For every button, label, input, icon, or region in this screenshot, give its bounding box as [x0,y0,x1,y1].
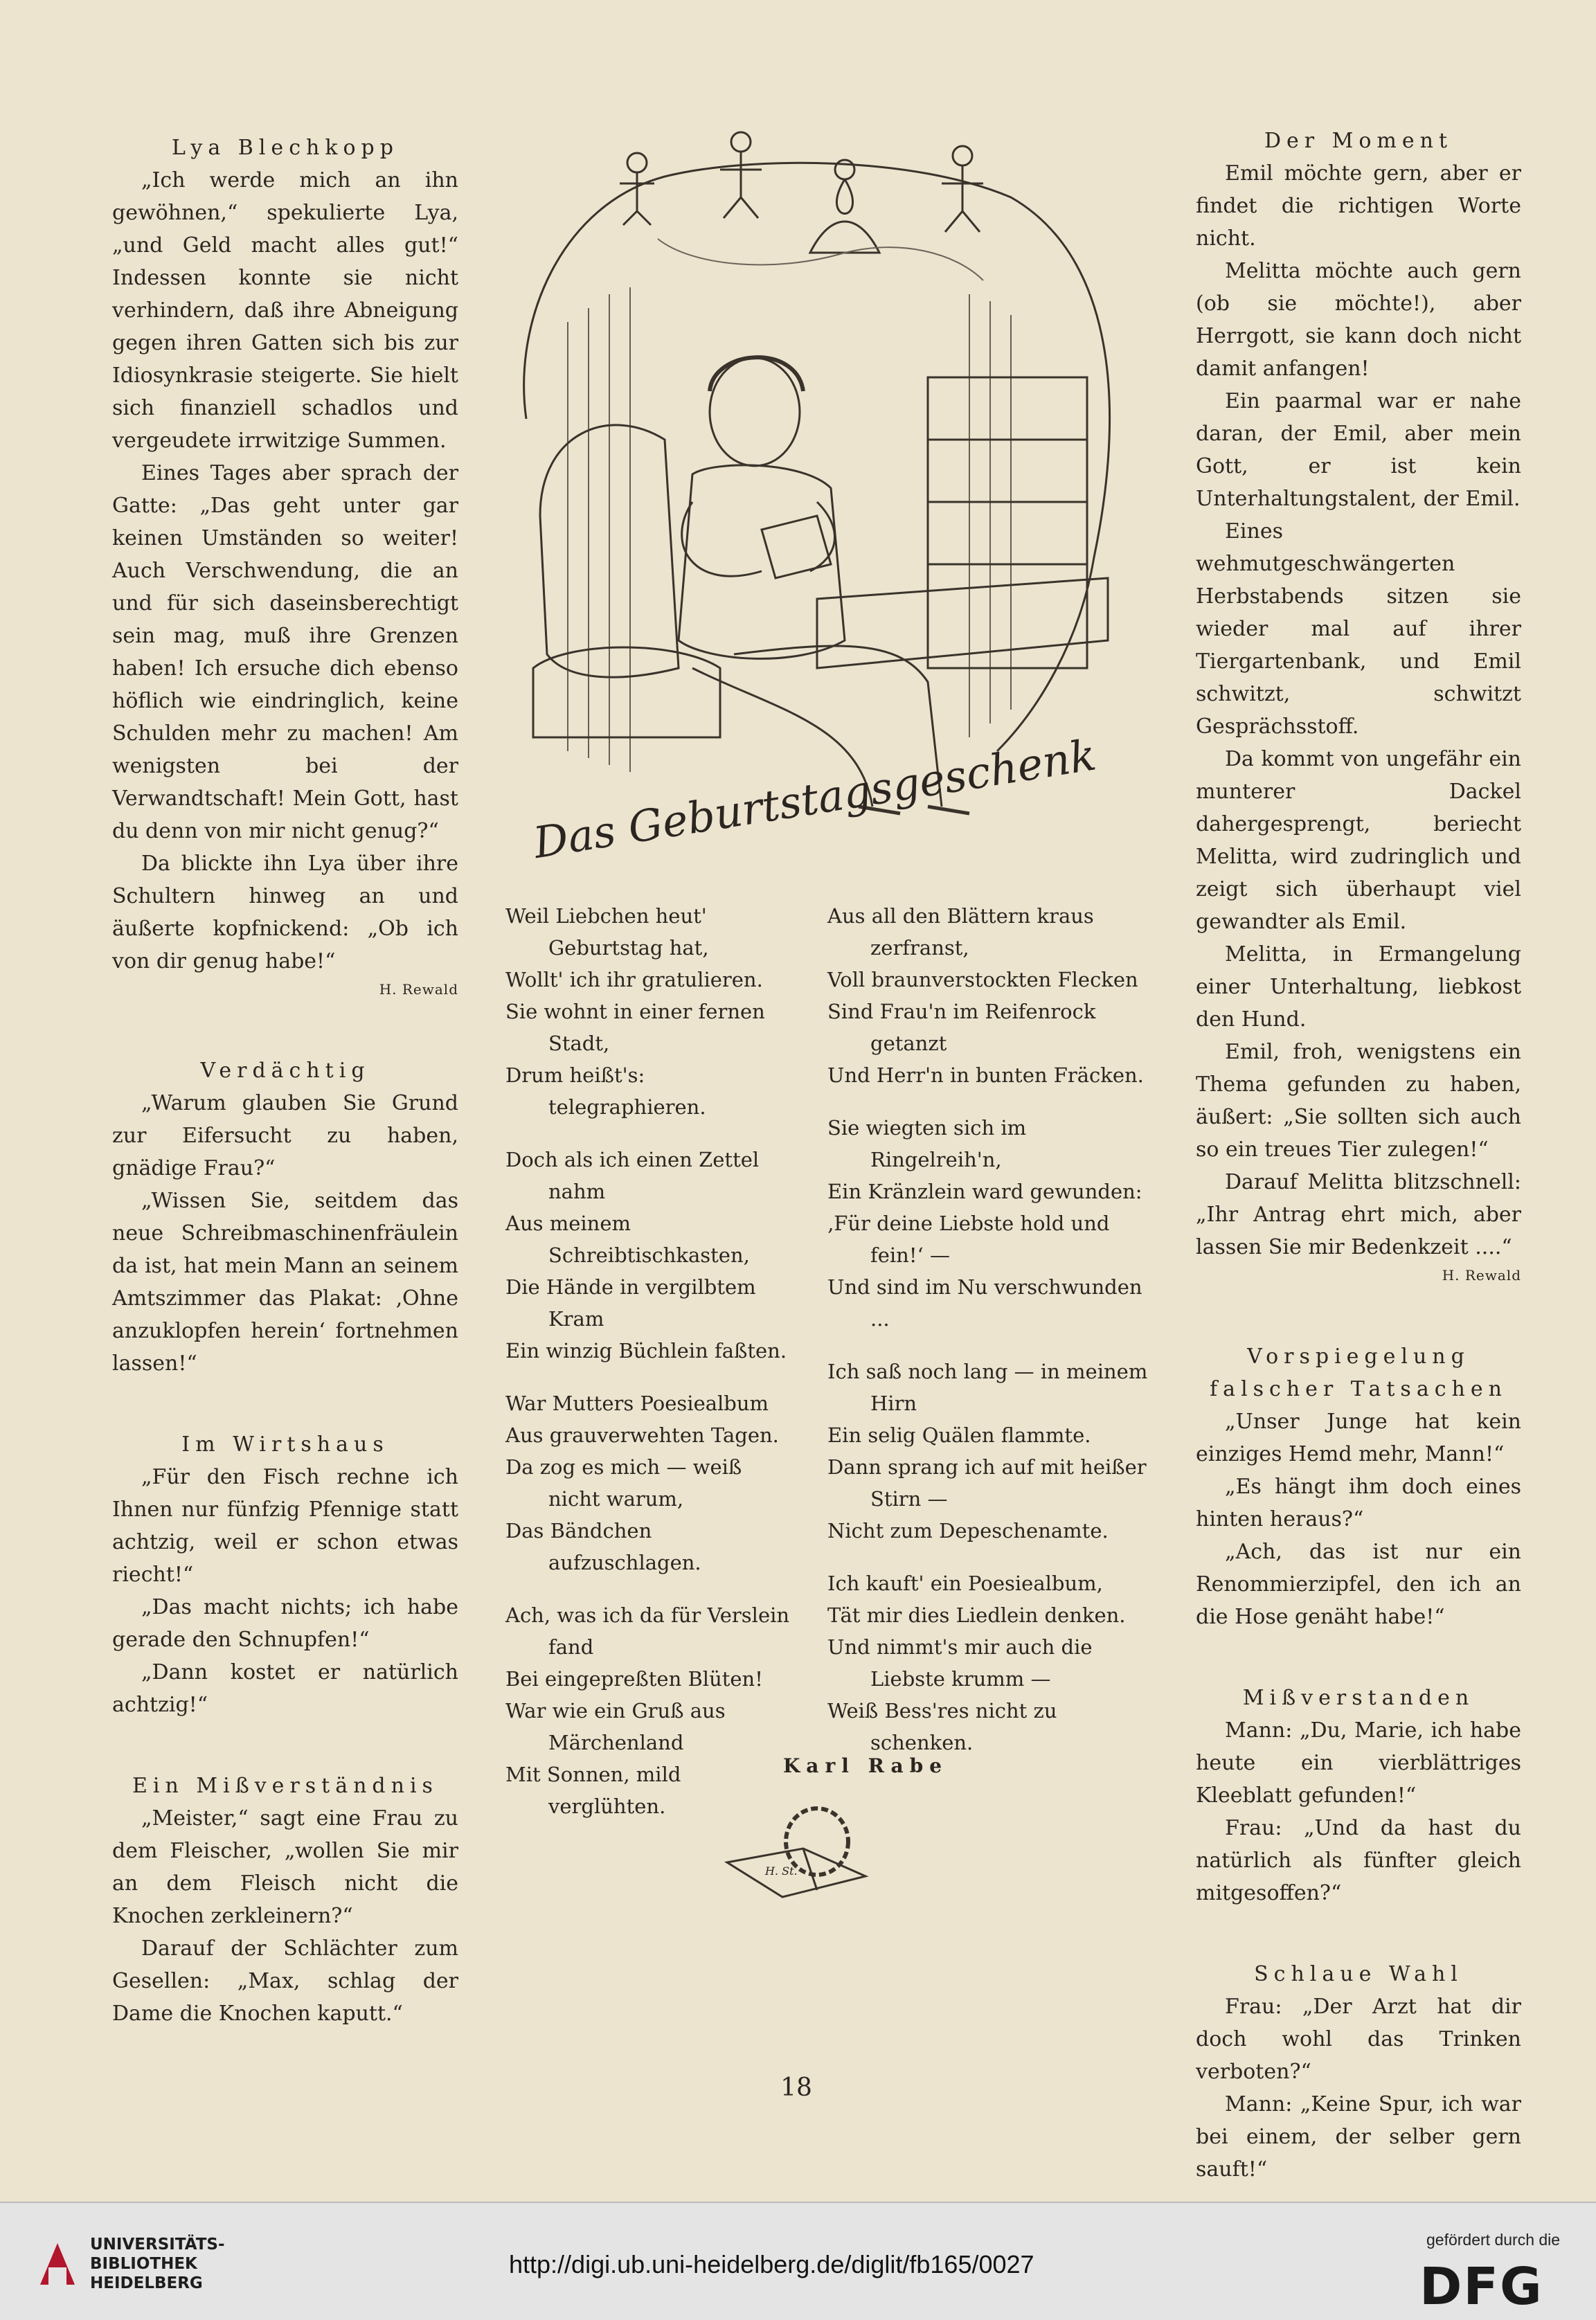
paragraph: Eines Tages aber sprach der Gatte: „Das geht unter gar keinen Umständen so weiter! Auch Verschwendung, die an und für sich daseinsberechtigt sein mag, muß ihre Grenzen haben! Ich ersuche dich ebenso höflich wie eindringlich, keine Schulden mehr zu machen! Am wenigsten bei der Verwandtschaft! Mein Gott, hast du denn von mir nicht genug?“ [112,461,458,843]
paragraph: „Für den Fisch rechne ich Ihnen nur fünfzig Pfennige statt achtzig, weil er schon etwas riecht!“ [112,1465,458,1587]
stanza [827,1567,1153,1759]
verse-line: Aus meinem Schreibtischkasten, [505,1212,750,1267]
paragraph: „Warum glauben Sie Grund zur Eifersucht zu haben, gnädige Frau?“ [112,1091,458,1180]
illustration-caption: Das Geburtstagsgeschenk [530,729,1100,869]
dfg-logo: DFG [1419,2257,1543,2317]
paragraph: Frau: „Und da hast du natürlich als fünfter gleich mitgesoffen?“ [1196,1816,1521,1905]
story-title: Vorspiegelung falscher Tatsachen [1210,1345,1507,1401]
verse-line: Doch als ich einen Zettel nahm [505,1148,760,1203]
institution-name [90,2235,225,2293]
page-number: 18 [780,2074,812,2102]
paragraph: Emil, froh, wenigstens ein Thema gefunden zu haben, äußert: „Sie sollten sich auch so ein treues Tier zulegen!“ [1196,1040,1521,1162]
verse-line: Weil Liebchen heut' Geburtstag hat, [505,904,709,960]
verse-line: Ich kauft' ein Poesiealbum, [827,1572,1103,1595]
vignette-monogram: H. St. [765,1864,798,1878]
stanza [827,1356,1153,1547]
funding-note: gefördert durch die [1426,2231,1561,2249]
verse-line: Und Herr'n in bunten Fräcken. [827,1063,1144,1087]
verse-line: Nicht zum Depeschenamte. [827,1519,1109,1543]
verse-line: Ein selig Quälen flammte. [827,1423,1091,1447]
verse-line: Bei eingepreßten Blüten! [505,1667,763,1691]
paragraph: Melitta möchte auch gern (ob sie möchte!), aber Herrgott, sie kann doch nicht damit anfangen! [1196,259,1521,381]
story-missverstaendnis [112,1770,458,2030]
paragraph: Da kommt von ungefähr ein munterer Dackel dahergesprengt, beriecht Melitta, wird zudringlich und zeigt sich überhaupt viel gewandter als Emil. [1196,747,1521,934]
verse-line: Weiß Bess'res nicht zu schenken. [827,1699,1057,1754]
institution-line: BIBLIOTHEK [90,2255,197,2273]
stanza [505,1144,796,1367]
paragraph: Frau: „Der Arzt hat dir doch wohl das Trinken verboten?“ [1196,1995,1521,2084]
right-column [1196,125,1521,2234]
stanza [505,1599,796,1822]
verse-line: Und nimmt's mir auch die Liebste krumm — [827,1635,1093,1691]
verse-line: War wie ein Gruß aus Märchenland [505,1699,726,1754]
left-column [112,132,458,2078]
paragraph: „Meister,“ sagt eine Frau zu dem Fleischer, „wollen Sie mir an dem Fleisch nicht die Knochen zerkleinern?“ [112,1806,458,1928]
institution-line: UNIVERSITÄTS- [90,2236,225,2254]
verse-line: ‚Für deine Liebste hold und fein!‘ — [827,1212,1110,1267]
verse-line: Das Bändchen aufzuschlagen. [505,1519,701,1574]
story-missverstanden [1196,1682,1521,1909]
paragraph: „Dann kostet er natürlich achtzig!“ [112,1660,458,1717]
author-signature: H. Rewald [1442,1267,1521,1284]
paragraph: Melitta, in Ermangelung einer Unterhaltung, liebkost den Hund. [1196,942,1521,1032]
paragraph: Ein paarmal war er nahe daran, der Emil, aber mein Gott, er ist kein Unterhaltungstalent, der Emil. [1196,389,1521,511]
verse-line: Aus all den Blättern kraus zerfranst, [827,904,1094,960]
story-title: Lya Blechkopp [172,136,399,160]
poem-column-2 [827,900,1153,1779]
story-title: Schlaue Wahl [1254,1962,1463,1986]
verse-line: Ein winzig Büchlein faßten. [505,1339,787,1363]
university-library-logo-icon [33,2236,82,2292]
verse-line: Wollt' ich ihr gratulieren. [505,968,763,991]
poem-author: Karl Rabe [782,1754,949,1777]
wreath-vignette [720,1800,886,1904]
story-schlaue-wahl [1196,1958,1521,2186]
story-lya-blechkopp [112,132,458,1006]
paragraph: Mann: „Keine Spur, ich war bei einem, der selber gern sauft!“ [1196,2092,1521,2182]
verse-line: Sind Frau'n im Reifenrock getanzt [827,1000,1096,1055]
verse-line: Drum heißt's: telegraphieren. [505,1063,706,1119]
stanza [505,900,796,1123]
story-der-moment [1196,125,1521,1292]
story-im-wirtshaus [112,1428,458,1721]
paragraph: Darauf der Schlächter zum Gesellen: „Max, schlag der Dame die Knochen kaputt.“ [112,1936,458,2026]
paragraph: „Das macht nichts; ich habe gerade den Schnupfen!“ [112,1595,458,1652]
story-verdaechtig [112,1054,458,1380]
stanza [827,900,1153,1091]
verse-line: Voll braunverstockten Flecken [827,968,1138,991]
permalink-url[interactable]: http://digi.ub.uni-heidelberg.de/diglit/fb165/0027 [509,2250,1034,2278]
story-title: Ein Mißverständnis [132,1774,438,1798]
verse-line: War Mutters Poesiealbum [505,1392,769,1415]
stanza [505,1387,796,1579]
paragraph: „Es hängt ihm doch eines hinten heraus?“ [1196,1475,1521,1531]
verse-line: Tät mir dies Liedlein denken. [827,1603,1126,1627]
verse-line: Ich saß noch lang — in meinem Hirn [827,1360,1148,1415]
verse-line: Ach, was ich da für Verslein fand [505,1603,790,1659]
reading-man-illustration [485,114,1149,897]
verse-line: Sie wohnt in einer fernen Stadt, [505,1000,765,1055]
paragraph: Emil möchte gern, aber er findet die richtigen Worte nicht. [1196,161,1521,251]
paragraph: „Ach, das ist nur ein Renommierzipfel, den ich an die Hose genäht habe!“ [1196,1540,1521,1629]
story-title: Verdächtig [200,1059,370,1083]
verse-line: Aus grauverwehten Tagen. [505,1423,779,1447]
paragraph: Mann: „Du, Marie, ich habe heute ein vierblättriges Kleeblatt gefunden!“ [1196,1718,1521,1808]
story-title: Der Moment [1264,129,1453,153]
verse-line: Die Hände in vergilbtem Kram [505,1275,756,1331]
story-vorspiegelung [1196,1340,1521,1633]
paragraph: „Unser Junge hat kein einziges Hemd mehr, Mann!“ [1196,1410,1521,1466]
paragraph: „Wissen Sie, seitdem das neue Schreibmaschinenfräulein da ist, hat mein Mann an seinem Amtszimmer das Plakat: ‚Ohne anzuklopfen herein‘ fortnehmen lassen!“ [112,1189,458,1376]
author-signature: H. Rewald [379,981,458,998]
verse-line: Dann sprang ich auf mit heißer Stirn — [827,1455,1147,1511]
story-title: Im Wirtshaus [181,1432,389,1457]
verse-line: Und sind im Nu verschwunden ... [827,1275,1142,1331]
poem-column-1 [505,900,796,1843]
story-title: Mißverstanden [1242,1686,1475,1710]
paragraph: Darauf Melitta blitzschnell: „Ihr Antrag ehrt mich, aber lassen Sie mir Bedenkzeit ....“ [1196,1170,1521,1259]
verse-line: Da zog es mich — weiß nicht warum, [505,1455,742,1511]
verse-line: Mit Sonnen, mild verglühten. [505,1763,681,1818]
paragraph: „Ich werde mich an ihn gewöhnen,“ spekulierte Lya, „und Geld macht alles gut!“ Indessen konnte sie nicht verhindern, daß ihre Abneigung gegen ihren Gatten sich bis zur Idiosynkrasie steigerte. Sie hielt sich finanziell schadlos und vergeudete irrwitzige Summen. [112,168,458,453]
footer-bar [0,2202,1596,2320]
stanza [827,1112,1153,1335]
verse-line: Ein Kränzlein ward gewunden: [827,1180,1142,1203]
institution-line: HEIDELBERG [90,2274,203,2292]
paragraph: Da blickte ihn Lya über ihre Schultern hinweg an und äußerte kopfnickend: „Ob ich von dir genug habe!“ [112,852,458,973]
paragraph: Eines wehmutgeschwängerten Herbstabends sitzen sie wieder mal auf ihrer Tiergartenbank, und Emil schwitzt, schwitzt Gesprächsstoff. [1196,519,1521,739]
verse-line: Sie wiegten sich im Ringelreih'n, [827,1116,1027,1171]
